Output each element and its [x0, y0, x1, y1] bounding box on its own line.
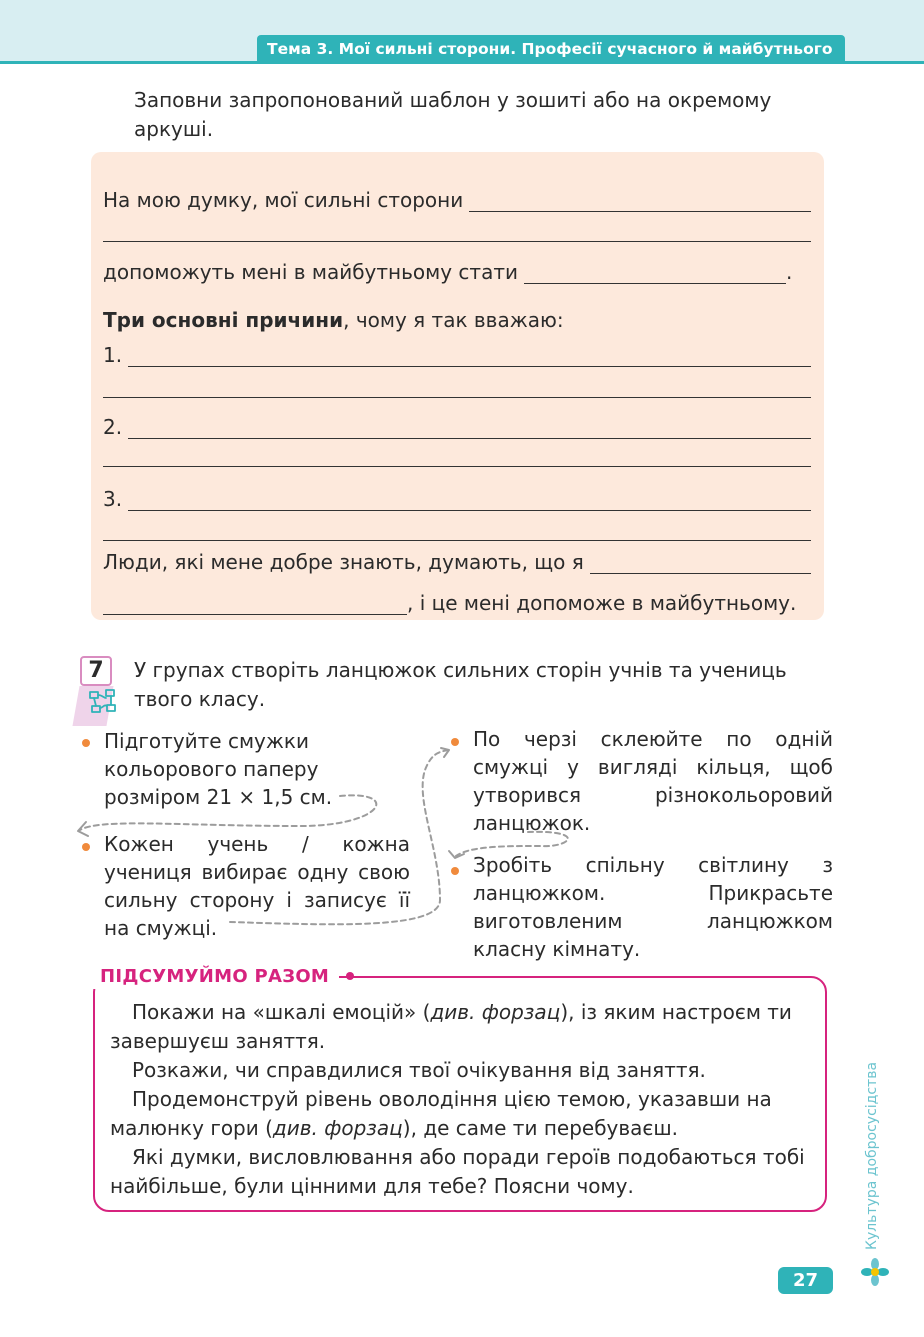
people-label: Люди, які мене добре знають, думають, що я [103, 550, 584, 574]
strengths-blank [469, 190, 811, 212]
strengths-label: На мою думку, мої сильні сторони [103, 188, 464, 212]
summary-p3-italic: див. форзац [272, 1116, 403, 1140]
blank-line [103, 220, 811, 242]
reasons-rest: , чому я так вважаю: [343, 308, 564, 332]
reason-line-1 [103, 337, 811, 367]
reason-blank-1 [128, 345, 811, 367]
summary-p3-a: Продемонструй рівень оволодіння цією темою, указавши на малюнку гори ( [110, 1087, 772, 1140]
hands-chain-icon [86, 686, 120, 718]
template-box [91, 152, 824, 620]
reason-line-3 [103, 481, 811, 511]
become-blank [524, 262, 786, 284]
reason-number-1: 1. [103, 343, 123, 367]
summary-p3-b: ), де саме ти перебуваєш. [402, 1116, 679, 1140]
blank-line [103, 445, 811, 467]
people-line-end [103, 585, 811, 615]
reasons-bold: Три основні причини [103, 308, 344, 332]
summary-dot-right [346, 972, 354, 980]
people-blank-2 [103, 593, 407, 615]
summary-p1-b: ), із яким настроєм ти завершуєш заняття. [110, 1000, 792, 1053]
summary-p1-italic: див. форзац [430, 1000, 561, 1024]
step-glue: По черзі склеюйте по одній смужці у вигляді кільця, щоб утворився різнокольоровий ланцюжок. [473, 727, 833, 835]
step-choose: Кожен учень / кожна учениця вибирає одну свою сильну сторону і записує її на смужці. [104, 832, 410, 940]
template-line-become [103, 254, 811, 284]
people-blank [590, 552, 811, 574]
template-line-strengths [103, 182, 811, 212]
intro-text: Заповни запропонований шаблон у зошиті або на окремому аркуші. [134, 88, 772, 141]
summary-paragraph-4: Які думки, висловлювання або поради героїв подобаються тобі найбільше, були цінними для тебе? Поясни чому. [110, 1145, 805, 1198]
become-period: . [785, 260, 793, 284]
bullet-dot [451, 867, 459, 875]
reason-number-3: 3. [103, 487, 123, 511]
reason-number-2: 2. [103, 415, 123, 439]
people-line [103, 544, 811, 574]
summary-title-wrap [86, 963, 339, 989]
bullet-dot [451, 738, 459, 746]
side-section-label: Культура добросусідства [864, 1061, 880, 1250]
summary-paragraph-3 [110, 1085, 806, 1143]
people-end: , і це мені допоможе в майбутньому. [407, 591, 797, 615]
blank-line [103, 519, 811, 541]
summary-paragraph-2: Розкажи, чи справдилися твої очікування від заняття. [132, 1058, 706, 1082]
become-label: допоможуть мені в майбутньому стати [103, 260, 518, 284]
summary-p1-a: Покажи на «шкалі емоцій» ( [132, 1000, 431, 1024]
bullet-dot [82, 843, 90, 851]
reason-line-2 [103, 409, 811, 439]
step-prepare: Підготуйте смужки кольорового паперу розміром 21 × 1,5 см. [104, 729, 333, 809]
blank-line [103, 376, 811, 398]
bullet-dot [82, 739, 90, 747]
topic-title: Тема 3. Мої сильні сторони. Професії сучасного й майбутнього [257, 35, 845, 64]
summary-title: ПІДСУМУЙМО РАЗОМ [100, 965, 330, 987]
page-number: 27 [778, 1267, 833, 1294]
task-text: У групах створіть ланцюжок сильних сторін учнів та учениць твого класу. [134, 658, 787, 711]
reason-blank-3 [128, 489, 811, 511]
reasons-heading [103, 302, 811, 332]
summary-paragraph-1 [110, 998, 806, 1056]
step-photo: Зробіть спільну світлину з ланцюжком. Прикрасьте виготовленим ланцюжком класну кімнату. [473, 853, 833, 961]
flower-icon [861, 1258, 889, 1286]
reason-blank-2 [128, 417, 811, 439]
task-number: 7 [80, 656, 112, 686]
